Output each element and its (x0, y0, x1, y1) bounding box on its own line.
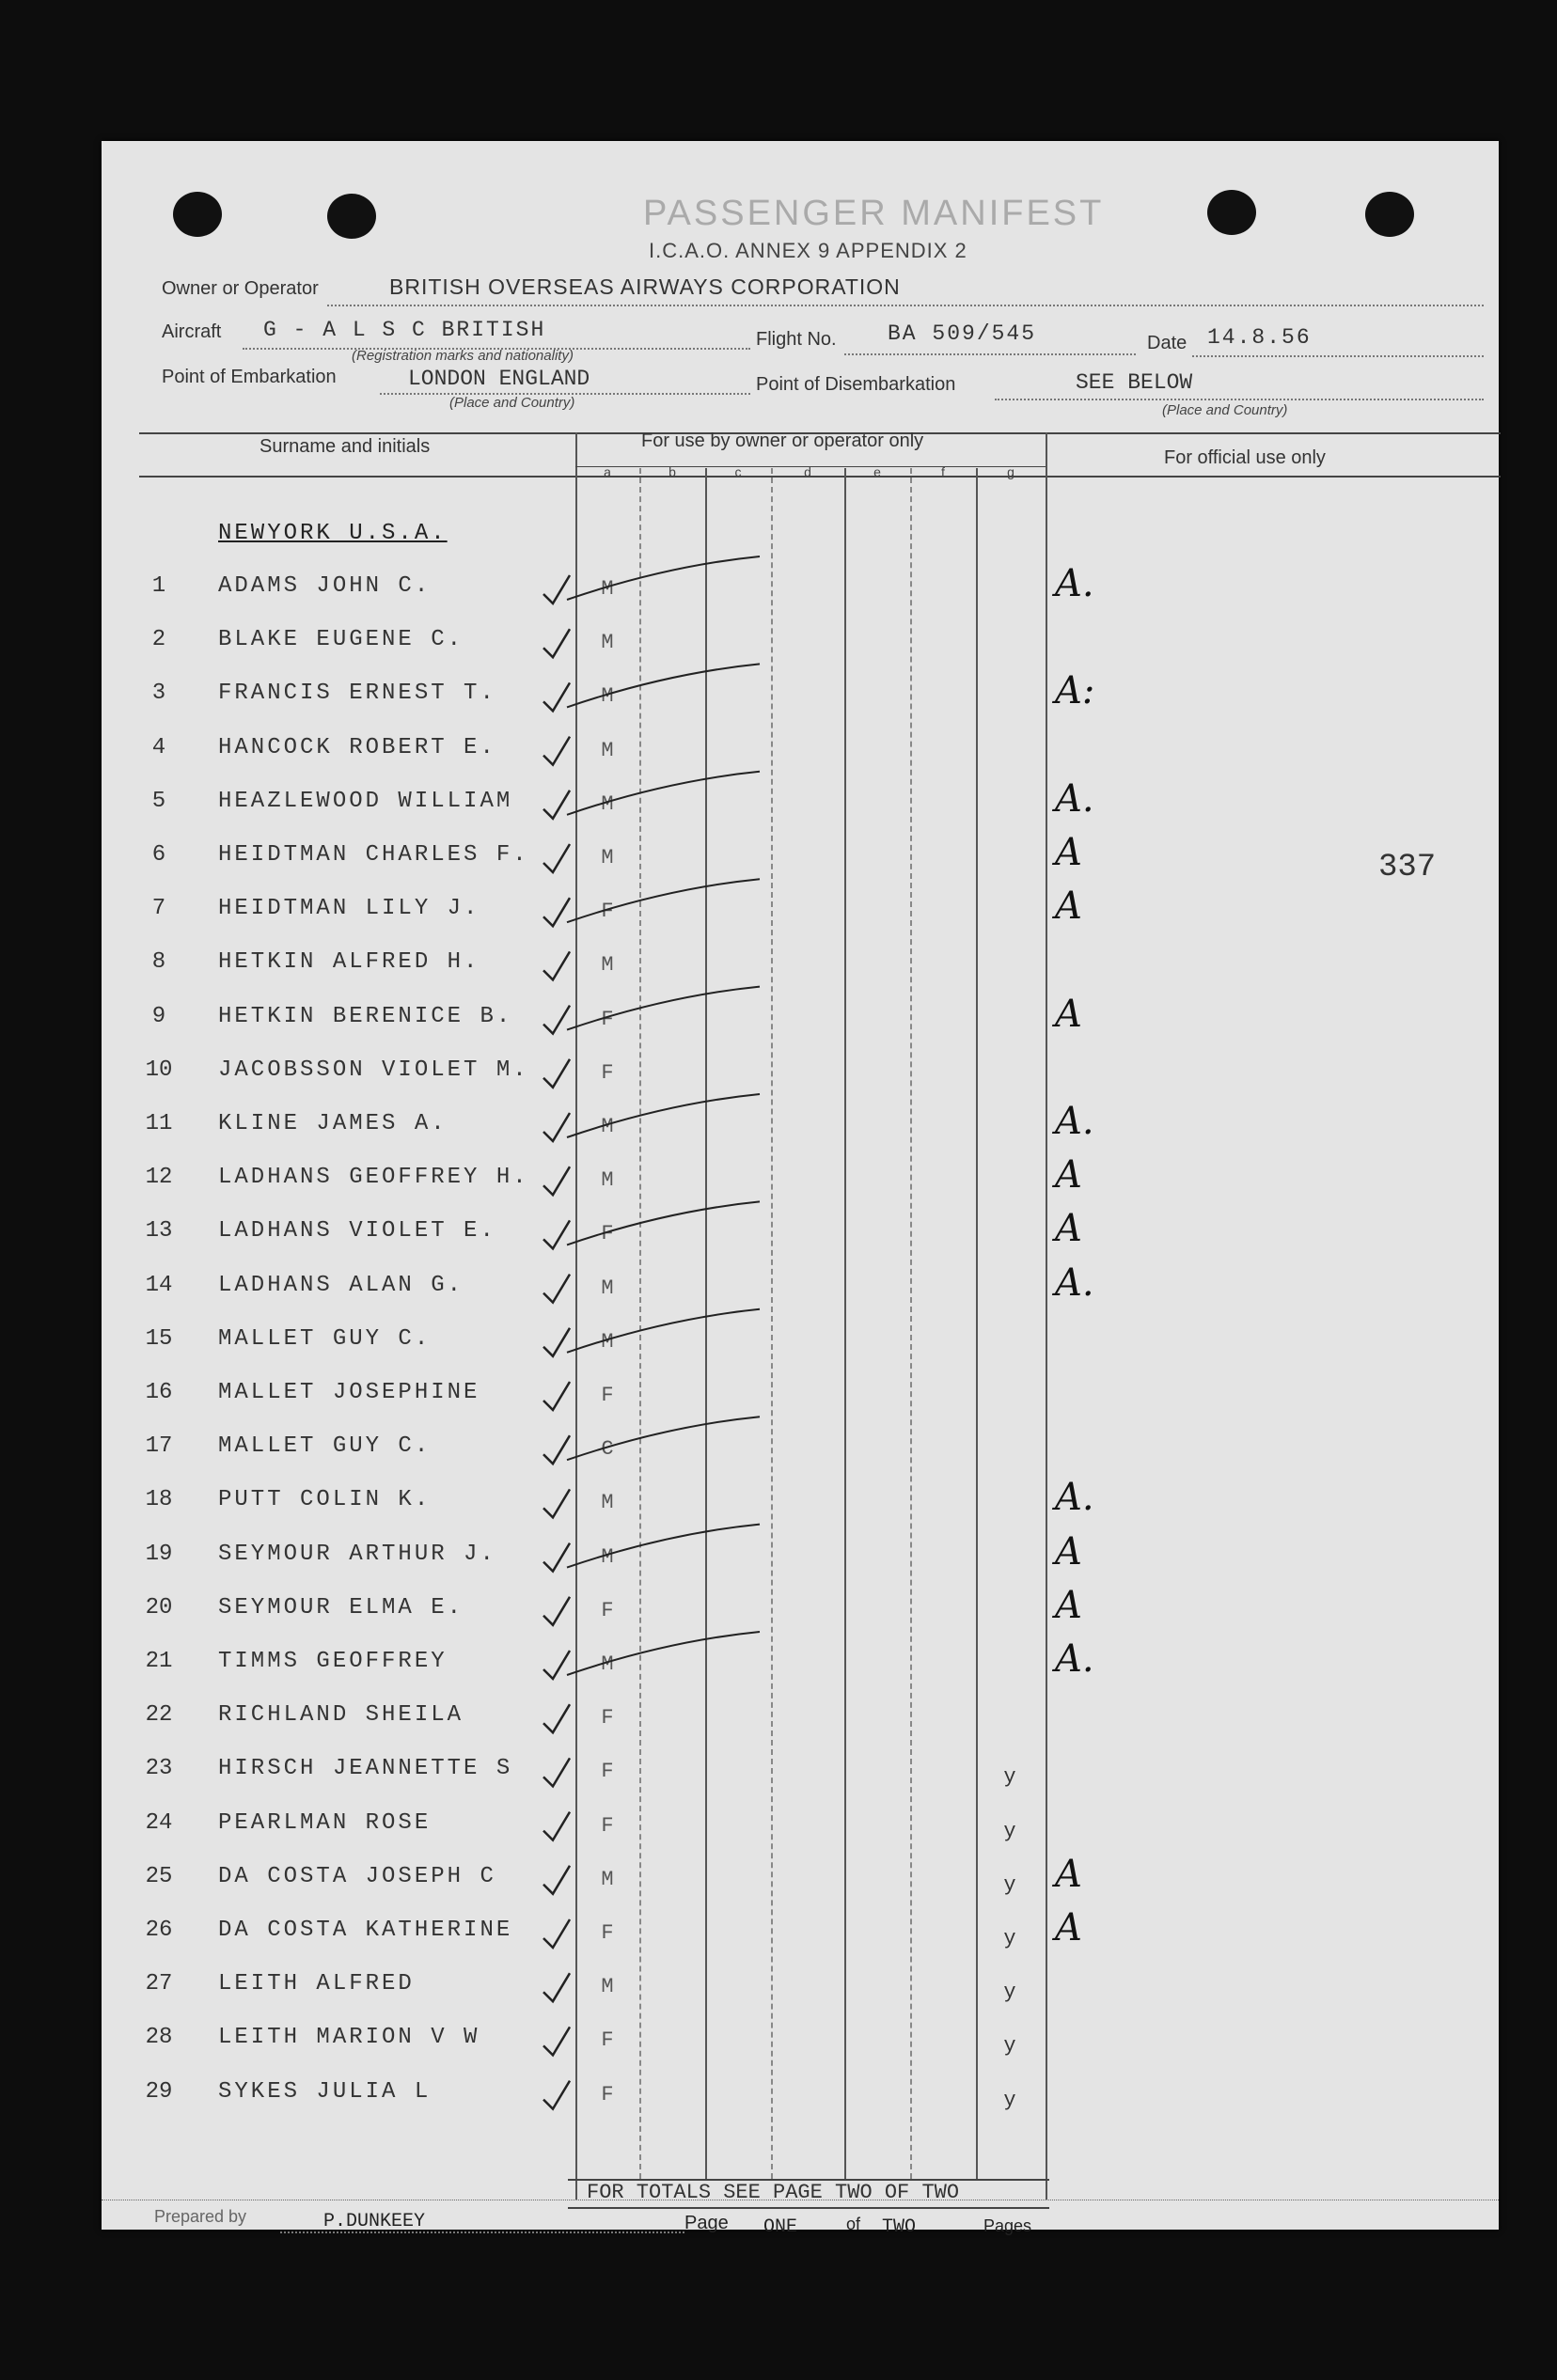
passenger-name: DA COSTA KATHERINE (218, 1918, 513, 1943)
official-mark: A. (1055, 1260, 1094, 1305)
passenger-name: LEITH ALFRED (218, 1971, 415, 1997)
passenger-code: M (601, 1975, 614, 1999)
tick-mark (543, 1543, 570, 1572)
tick-mark (543, 575, 570, 603)
tick-mark (543, 1489, 570, 1517)
official-mark: A: (1055, 669, 1095, 713)
row-number: 27 (145, 1971, 173, 1997)
passenger-name: HETKIN BERENICE B. (218, 1003, 513, 1029)
prepared-value: P.DUNKEEY (323, 2211, 426, 2232)
pen-stroke (567, 1525, 760, 1568)
pen-stroke (567, 664, 760, 707)
column-g-mark: y (1003, 1872, 1016, 1897)
row-number: 26 (145, 1918, 173, 1943)
passenger-code: F (601, 1760, 614, 1784)
sub-column-7: g (1007, 464, 1014, 479)
embarkation-value: LONDON ENGLAND (408, 367, 590, 391)
pen-stroke (567, 987, 760, 1030)
destination: NEWYORK U.S.A. (218, 521, 448, 546)
totals-note: FOR TOTALS SEE PAGE TWO OF TWO (587, 2181, 960, 2204)
row-number: 29 (145, 2078, 173, 2105)
tick-mark (543, 898, 570, 926)
row-number: 1 (151, 573, 166, 599)
passenger-name: PUTT COLIN K. (218, 1487, 432, 1513)
official-mark: A. (1055, 1476, 1094, 1520)
row-number: 5 (151, 788, 166, 814)
passenger-name: TIMMS GEOFFREY (218, 1649, 448, 1674)
passenger-code: M (601, 1491, 614, 1515)
owner-use-header: For use by owner or operator only (641, 431, 924, 451)
passenger-name: SEYMOUR ELMA E. (218, 1594, 464, 1621)
row-number: 23 (145, 1756, 173, 1782)
page-subtitle: I.C.A.O. ANNEX 9 APPENDIX 2 (649, 239, 967, 262)
passenger-code: M (601, 1115, 614, 1138)
passenger-code: F (601, 1007, 614, 1031)
official-mark: A. (1055, 776, 1094, 821)
passenger-name: PEARLMAN ROSE (218, 1809, 432, 1836)
pen-stroke (567, 556, 760, 600)
of-label: of (846, 2215, 861, 2233)
passenger-code: M (601, 631, 614, 655)
embarkation-label: Point of Embarkation (162, 367, 337, 387)
of-value: TWO (882, 2216, 917, 2238)
row-number: 13 (145, 1218, 173, 1245)
sub-column-2: b (668, 464, 676, 479)
passenger-code: F (601, 2028, 614, 2053)
sub-column-3: c (734, 464, 742, 479)
passenger-code: M (601, 1329, 614, 1354)
passenger-code: M (601, 846, 614, 869)
passenger-code: M (601, 1652, 614, 1676)
passenger-code: F (601, 1060, 614, 1085)
passenger-code: M (601, 738, 614, 762)
date-label: Date (1147, 333, 1187, 353)
official-mark: A (1055, 1852, 1082, 1896)
row-number: 17 (145, 1433, 173, 1460)
passenger-code: M (601, 577, 614, 601)
row-number: 10 (145, 1057, 173, 1083)
official-mark: A (1055, 885, 1082, 929)
passenger-name: HANCOCK ROBERT E. (218, 734, 496, 760)
passenger-name: HETKIN ALFRED H. (218, 949, 480, 976)
tick-mark (543, 1919, 570, 1948)
passenger-name: FRANCIS ERNEST T. (218, 681, 496, 707)
tick-mark (543, 951, 570, 979)
passenger-code: M (601, 684, 614, 709)
row-number: 18 (145, 1487, 173, 1513)
sub-column-1: a (604, 464, 611, 479)
aircraft-note: (Registration marks and nationality) (352, 348, 574, 364)
manifest-paper (102, 141, 1499, 2238)
date-value: 14.8.56 (1207, 325, 1312, 350)
tick-mark (543, 1006, 570, 1034)
pen-stroke (567, 772, 760, 815)
official-mark: A (1055, 992, 1082, 1036)
tick-mark (543, 1866, 570, 1894)
passenger-code: F (601, 1384, 614, 1407)
passenger-code: M (601, 1544, 614, 1569)
aircraft-value: G - A L S C BRITISH (263, 318, 546, 342)
column-g-mark: y (1003, 1765, 1016, 1790)
row-number: 3 (151, 681, 166, 707)
official-mark: A (1055, 831, 1082, 874)
embarkation-note: (Place and Country) (449, 395, 575, 411)
column-g-mark: y (1003, 1927, 1016, 1950)
sub-column-6: f (941, 464, 945, 479)
tick-mark (543, 1704, 570, 1732)
passenger-name: HEAZLEWOOD WILLIAM (218, 788, 513, 814)
passenger-code: F (601, 1921, 614, 1945)
tick-mark (543, 682, 570, 711)
tick-mark (543, 629, 570, 657)
tick-mark (543, 1973, 570, 2001)
passenger-code: M (601, 1276, 614, 1300)
passenger-code: F (601, 900, 614, 924)
pen-stroke (567, 1309, 760, 1353)
passenger-name: MALLET JOSEPHINE (218, 1380, 480, 1405)
passenger-name: HEIDTMAN CHARLES F. (218, 842, 529, 868)
passenger-code: M (601, 1867, 614, 1891)
checkmarks-layer (102, 141, 1499, 2230)
tick-mark (543, 1220, 570, 1248)
row-number: 15 (145, 1325, 173, 1352)
row-number: 21 (145, 1649, 173, 1674)
flight-label: Flight No. (756, 329, 837, 350)
official-mark: A (1055, 1529, 1082, 1574)
passenger-name: DA COSTA JOSEPH C (218, 1863, 496, 1889)
pen-stroke (567, 1094, 760, 1137)
tick-mark (543, 737, 570, 765)
passenger-name: MALLET GUY C. (218, 1325, 432, 1352)
pen-stroke (567, 1417, 760, 1460)
passenger-name: LADHANS ALAN G. (218, 1272, 464, 1298)
pen-stroke (567, 879, 760, 922)
tick-mark (543, 1275, 570, 1303)
tick-mark (543, 2081, 570, 2109)
tick-mark (543, 1597, 570, 1625)
passenger-code: F (601, 1813, 614, 1838)
row-number: 4 (151, 734, 166, 760)
passenger-name: JACOBSSON VIOLET M. (218, 1057, 529, 1083)
row-number: 14 (145, 1272, 173, 1298)
pen-stroke (567, 1632, 760, 1675)
passenger-code: M (601, 953, 614, 978)
tick-mark (543, 1435, 570, 1464)
tick-mark (543, 1758, 570, 1786)
sub-column-5: e (873, 464, 881, 479)
owner-value: BRITISH OVERSEAS AIRWAYS CORPORATION (389, 274, 901, 299)
aircraft-label: Aircraft (162, 321, 222, 342)
column-g-mark: y (1003, 2034, 1016, 2059)
passenger-code: C (601, 1437, 614, 1462)
row-number: 28 (145, 2025, 173, 2051)
passenger-name: KLINE JAMES A. (218, 1111, 448, 1136)
passenger-name: HIRSCH JEANNETTE S (218, 1756, 513, 1782)
page-label: Page (684, 2213, 729, 2233)
disembarkation-note: (Place and Country) (1162, 402, 1288, 418)
column-g-mark: y (1003, 2088, 1016, 2112)
official-mark: A (1055, 1583, 1082, 1627)
official-mark: A. (1055, 1100, 1094, 1143)
passenger-name: LADHANS GEOFFREY H. (218, 1165, 529, 1191)
official-mark: A. (1055, 1637, 1094, 1681)
passenger-name: MALLET GUY C. (218, 1433, 432, 1460)
passenger-code: F (601, 1706, 614, 1730)
passenger-name: SYKES JULIA L (218, 2078, 432, 2105)
disembarkation-label: Point of Disembarkation (756, 374, 956, 395)
owner-label: Owner or Operator (162, 278, 319, 299)
pages-label: Pages (983, 2216, 1032, 2235)
passenger-name: SEYMOUR ARTHUR J. (218, 1541, 496, 1567)
passenger-name: LEITH MARION V W (218, 2025, 480, 2051)
tick-mark (543, 1812, 570, 1840)
tick-mark (543, 1059, 570, 1088)
passenger-code: M (601, 791, 614, 816)
tick-mark (543, 1651, 570, 1679)
prepared-label: Prepared by (154, 2207, 247, 2226)
row-number: 11 (145, 1111, 173, 1136)
page-value: ONE (763, 2216, 798, 2238)
tick-mark (543, 844, 570, 872)
tick-mark (543, 2027, 570, 2055)
passenger-name: RICHLAND SHEILA (218, 1702, 464, 1729)
side-number: 337 (1378, 850, 1437, 885)
pen-stroke (567, 1201, 760, 1245)
surname-header: Surname and initials (260, 436, 431, 457)
row-number: 22 (145, 1702, 173, 1729)
row-number: 6 (151, 842, 166, 868)
row-number: 9 (151, 1003, 166, 1029)
row-number: 12 (145, 1165, 173, 1191)
official-mark: A (1055, 1207, 1082, 1251)
page-title: PASSENGER MANIFEST (643, 194, 1105, 233)
tick-mark (543, 1167, 570, 1195)
row-number: 2 (151, 627, 166, 653)
row-number: 24 (145, 1809, 173, 1836)
passenger-name: HEIDTMAN LILY J. (218, 896, 480, 922)
row-number: 8 (151, 949, 166, 976)
column-g-mark: y (1003, 1981, 1016, 2005)
official-mark: A (1055, 1153, 1082, 1198)
official-mark: A. (1055, 562, 1094, 605)
flight-value: BA 509/545 (888, 321, 1037, 346)
official-mark: A (1055, 1906, 1082, 1949)
passenger-code: F (601, 2082, 614, 2106)
sub-column-4: d (804, 464, 811, 479)
row-number: 25 (145, 1863, 173, 1889)
tick-mark (543, 1113, 570, 1141)
tick-mark (543, 1382, 570, 1410)
row-number: 16 (145, 1380, 173, 1405)
row-number: 7 (151, 896, 166, 922)
passenger-code: M (601, 1168, 614, 1193)
passenger-name: ADAMS JOHN C. (218, 573, 432, 599)
passenger-code: F (601, 1598, 614, 1622)
row-number: 20 (145, 1594, 173, 1621)
passenger-name: BLAKE EUGENE C. (218, 627, 464, 653)
column-g-mark: y (1003, 1819, 1016, 1843)
official-use-header: For official use only (1164, 447, 1326, 468)
passenger-code: F (601, 1222, 614, 1246)
disembarkation-value: SEE BELOW (1076, 370, 1193, 395)
tick-mark (543, 791, 570, 819)
tick-mark (543, 1328, 570, 1356)
row-number: 19 (145, 1541, 173, 1567)
passenger-name: LADHANS VIOLET E. (218, 1218, 496, 1245)
